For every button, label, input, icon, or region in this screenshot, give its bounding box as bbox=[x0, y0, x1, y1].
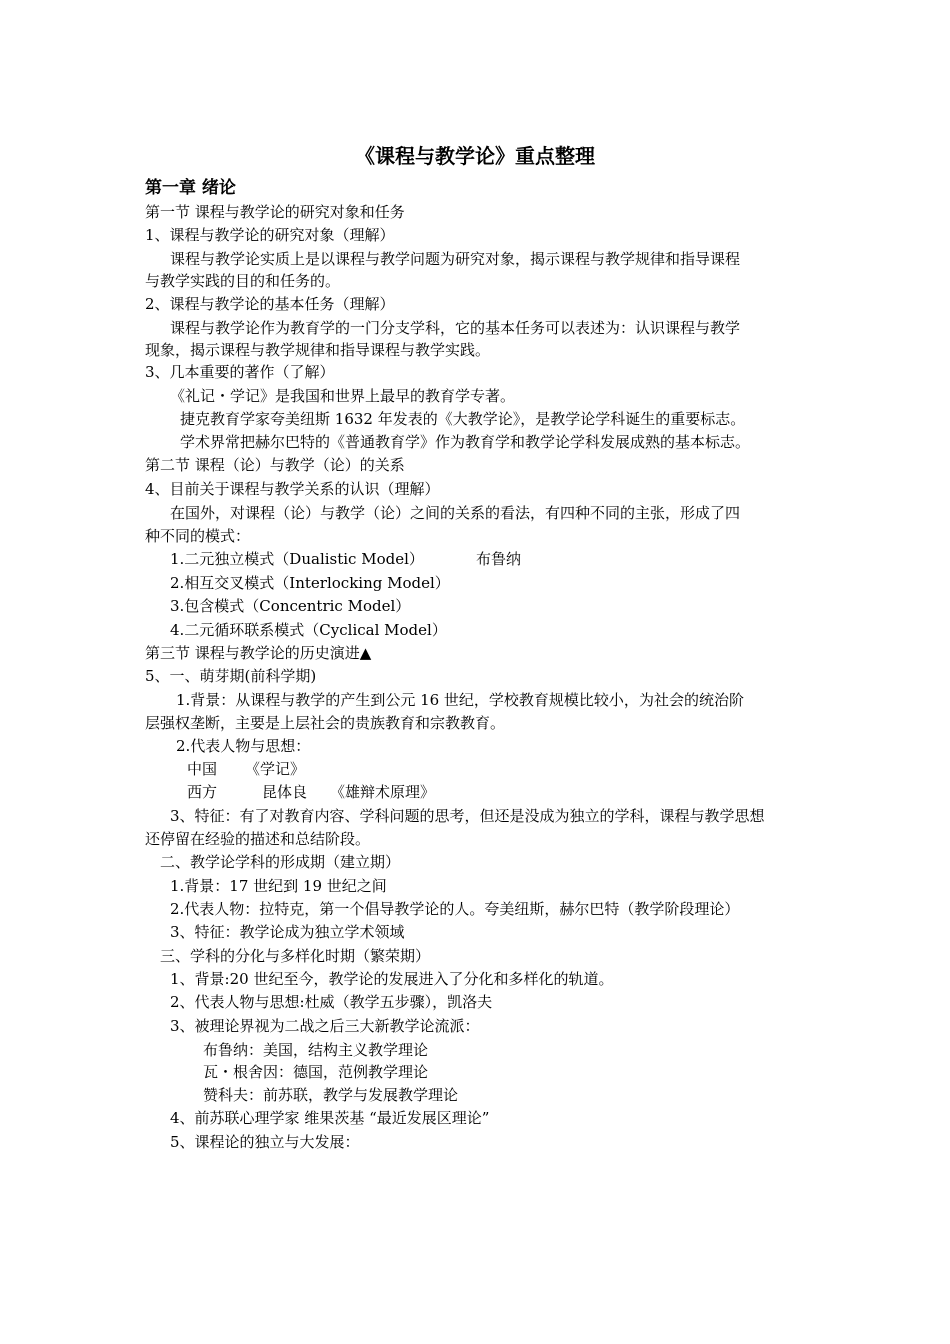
school-item: 瓦・根舍因：德国，范例教学理论 bbox=[203, 1063, 429, 1081]
item-heading: 5、一、萌芽期(前科学期) bbox=[145, 667, 317, 685]
section-heading: 第二节 课程（论）与教学（论）的关系 bbox=[145, 456, 405, 474]
paragraph-line: 《礼记・学记》是我国和世界上最早的教育学专著。 bbox=[170, 387, 516, 405]
paragraph-line: 课程与教学论作为教育学的一门分支学科，它的基本任务可以表述为：认识课程与教学 bbox=[170, 319, 741, 337]
paragraph-line: 捷克教育学家夸美纽斯 1632 年发表的《大教学论》，是教学论学科诞生的重要标志。 bbox=[180, 410, 746, 428]
paragraph-line: 2.代表人物：拉特克，第一个倡导教学论的人。夸美纽斯，赫尔巴特（教学阶段理论） bbox=[170, 900, 740, 918]
paragraph-line: 3、被理论界视为二战之后三大新教学论流派： bbox=[170, 1017, 480, 1035]
region-label: 中国 bbox=[187, 760, 218, 778]
paragraph-line: 1.背景：从课程与教学的产生到公元 16 世纪，学校教育规模比较小，为社会的统治阶 bbox=[176, 691, 744, 709]
model-item: 2.相互交叉模式（Interlocking Model） bbox=[170, 574, 450, 592]
work-title: 《雄辩术原理》 bbox=[330, 783, 436, 801]
period-heading: 二、教学论学科的形成期（建立期） bbox=[160, 853, 401, 871]
paragraph-line: 2.代表人物与思想： bbox=[176, 737, 311, 755]
paragraph-line: 现象，揭示课程与教学规律和指导课程与教学实践。 bbox=[145, 341, 491, 359]
paragraph-line: 4、前苏联心理学家 维果茨基 “最近发展区理论” bbox=[170, 1109, 490, 1127]
paragraph-line: 在国外，对课程（论）与教学（论）之间的关系的看法，有四种不同的主张，形成了四 bbox=[170, 504, 741, 522]
section-heading: 第一节 课程与教学论的研究对象和任务 bbox=[145, 203, 405, 221]
item-heading: 2、课程与教学论的基本任务（理解） bbox=[145, 295, 395, 313]
paragraph-line: 1、背景:20 世纪至今，教学论的发展进入了分化和多样化的轨道。 bbox=[170, 970, 614, 988]
model-item: 4.二元循环联系模式（Cyclical Model） bbox=[170, 621, 447, 639]
paragraph-line: 还停留在经验的描述和总结阶段。 bbox=[145, 830, 371, 848]
paragraph-line: 3、特征：教学论成为独立学术领域 bbox=[170, 923, 405, 941]
item-heading: 1、课程与教学论的研究对象（理解） bbox=[145, 226, 395, 244]
region-label: 西方 bbox=[187, 783, 218, 801]
school-item: 布鲁纳：美国，结构主义教学理论 bbox=[203, 1041, 429, 1059]
item-heading: 4、目前关于课程与教学关系的认识（理解） bbox=[145, 480, 440, 498]
person-name: 昆体良 bbox=[262, 783, 308, 801]
work-title: 《学记》 bbox=[245, 760, 306, 778]
school-item: 赞科夫：前苏联，教学与发展教学理论 bbox=[203, 1086, 459, 1104]
item-heading: 3、几本重要的著作（了解） bbox=[145, 363, 335, 381]
paragraph-line: 2、代表人物与思想:杜威（教学五步骤），凯洛夫 bbox=[170, 993, 493, 1011]
model-item: 3.包含模式（Concentric Model） bbox=[170, 597, 411, 615]
model-item: 1.二元独立模式（Dualistic Model） bbox=[170, 550, 424, 568]
period-heading: 三、学科的分化与多样化时期（繁荣期） bbox=[160, 947, 431, 965]
paragraph-line: 课程与教学论实质上是以课程与教学问题为研究对象，揭示课程与教学规律和指导课程 bbox=[170, 250, 741, 268]
model-note: 布鲁纳 bbox=[476, 550, 522, 568]
chapter-heading: 第一章 绪论 bbox=[145, 178, 236, 198]
document-title: 《课程与教学论》重点整理 bbox=[355, 144, 595, 168]
paragraph-line: 1.背景：17 世纪到 19 世纪之间 bbox=[170, 877, 387, 895]
paragraph-line: 5、课程论的独立与大发展： bbox=[170, 1133, 360, 1151]
paragraph-line: 种不同的模式： bbox=[145, 527, 251, 545]
paragraph-line: 3、特征：有了对教育内容、学科问题的思考，但还是没成为独立的学科，课程与教学思想 bbox=[170, 807, 765, 825]
section-heading: 第三节 课程与教学论的历史演进▲ bbox=[145, 644, 372, 662]
paragraph-line: 与教学实践的目的和任务的。 bbox=[145, 272, 341, 290]
paragraph-line: 层强权垄断，主要是上层社会的贵族教育和宗教教育。 bbox=[145, 714, 506, 732]
paragraph-line: 学术界常把赫尔巴特的《普通教育学》作为教育学和教学论学科发展成熟的基本标志。 bbox=[180, 433, 751, 451]
